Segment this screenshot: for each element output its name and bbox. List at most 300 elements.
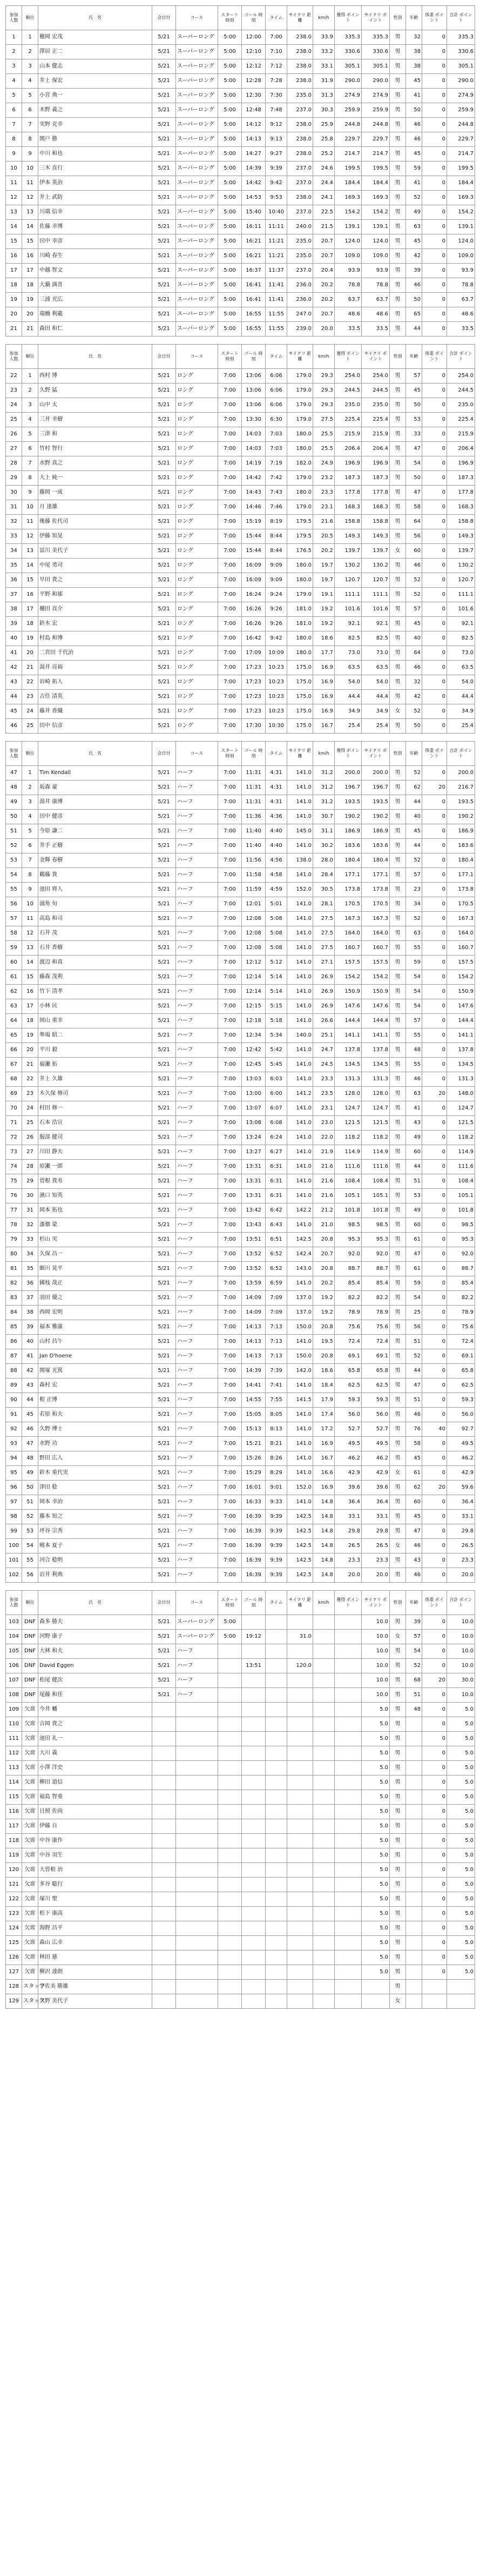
- table-row: [6, 103, 475, 118]
- cell-course: ハーフ: [176, 1262, 218, 1276]
- cell-earned-points: 254.0: [335, 369, 362, 384]
- cell-rank: 18: [22, 617, 38, 631]
- cell-participant-count: 84: [6, 1306, 22, 1320]
- cell-earned-points: 177.1: [335, 868, 362, 883]
- cell-goal-time: 11:31: [242, 795, 266, 810]
- cell-course: ハーフ: [176, 883, 218, 897]
- cell-distance: 179.0: [287, 471, 313, 486]
- cell-start-time: 5:00: [218, 322, 242, 337]
- cell-age: 64: [406, 515, 422, 529]
- cell-earned-points: 62.5: [335, 1378, 362, 1393]
- cell-goal-time: 14:41: [242, 1378, 266, 1393]
- cell-participant-count: 79: [6, 1233, 22, 1247]
- cell-total-points: 187.3: [447, 471, 475, 486]
- cell-elapsed-time: 10:23: [266, 675, 287, 690]
- cell-distance: 180.0: [287, 559, 313, 573]
- cell-earned-points: [335, 1878, 362, 1892]
- cell-weight-points: 0: [422, 1936, 447, 1951]
- cell-participant-count: 54: [6, 868, 22, 883]
- cell-start-time: 7:00: [218, 529, 242, 544]
- cell-participant-count: 37: [6, 588, 22, 602]
- cell-weight-points: 0: [422, 471, 447, 486]
- cell-elapsed-time: 6:06: [266, 369, 287, 384]
- cell-speed: 28.4: [313, 868, 335, 883]
- cell-participant-count: 105: [6, 1644, 22, 1659]
- cell-gender: 男: [390, 1320, 406, 1335]
- cell-cycling-points: 10.0: [362, 1644, 390, 1659]
- cell-rank: 42: [22, 1364, 38, 1378]
- cell-weight-points: 0: [422, 45, 447, 59]
- cell-start-time: [218, 1673, 242, 1688]
- cell-participant-count: 20: [6, 307, 22, 322]
- cell-elapsed-time: 6:43: [266, 1218, 287, 1233]
- cell-rank: 7: [22, 118, 38, 132]
- table-row: [6, 1673, 475, 1688]
- cell-course: ハーフ: [176, 897, 218, 912]
- cell-rank: 54: [22, 1539, 38, 1553]
- cell-course: ロング: [176, 559, 218, 573]
- cell-start-time: [218, 1863, 242, 1878]
- cell-name: 平野 和郁: [38, 588, 152, 602]
- cell-name: 湯井 康博: [38, 795, 152, 810]
- cell-start-time: 7:00: [218, 515, 242, 529]
- cell-name: 根 正博: [38, 1393, 152, 1408]
- cell-weight-points: 0: [422, 30, 447, 45]
- cell-total-points: 10.0: [447, 1688, 475, 1703]
- cell-date: 5/21: [152, 427, 176, 442]
- results-table: [5, 344, 475, 734]
- cell-start-time: 7:00: [218, 1058, 242, 1072]
- cell-course: ハーフ: [176, 1087, 218, 1101]
- cell-start-time: 7:00: [218, 999, 242, 1014]
- cell-start-time: 7:00: [218, 1510, 242, 1524]
- cell-total-points: 78.8: [447, 278, 475, 293]
- cell-total-points: 216.7: [447, 781, 475, 795]
- cell-elapsed-time: 7:13: [266, 1320, 287, 1335]
- cell-name: 実野 克幸: [38, 118, 152, 132]
- cell-speed: 20.8: [313, 1349, 335, 1364]
- cell-course: [176, 1761, 218, 1775]
- cell-rank: 欠席: [22, 1761, 38, 1775]
- cell-goal-time: [242, 1673, 266, 1688]
- cell-distance: 238.0: [287, 147, 313, 162]
- cell-course: ロング: [176, 515, 218, 529]
- column-header-name: 氏 名: [38, 742, 152, 766]
- cell-name: 福島 智重: [38, 1790, 152, 1805]
- cell-start-time: [218, 1819, 242, 1834]
- cell-total-points: 131.3: [447, 1072, 475, 1087]
- cell-rank: 欠席: [22, 1790, 38, 1805]
- cell-goal-time: 13:51: [242, 1233, 266, 1247]
- cell-weight-points: 0: [422, 1145, 447, 1160]
- cell-name: 木野 義之: [38, 103, 152, 118]
- cell-name: 河合 稔明: [38, 1553, 152, 1568]
- cell-total-points: 200.0: [447, 766, 475, 781]
- cell-elapsed-time: 6:08: [266, 1116, 287, 1131]
- cell-goal-time: 14:09: [242, 1306, 266, 1320]
- cell-gender: 男: [390, 1145, 406, 1160]
- cell-distance: 235.0: [287, 89, 313, 103]
- cell-distance: 142.5: [287, 1553, 313, 1568]
- cell-elapsed-time: [266, 1775, 287, 1790]
- cell-name: 川端 信幸: [38, 205, 152, 220]
- cell-rank: 43: [22, 1378, 38, 1393]
- cell-rank: 23: [22, 690, 38, 704]
- cell-date: 5/21: [152, 442, 176, 456]
- cell-elapsed-time: 4:31: [266, 781, 287, 795]
- cell-goal-time: 15:40: [242, 205, 266, 220]
- cell-name: 鈴木 宏: [38, 617, 152, 631]
- cell-start-time: 7:00: [218, 1160, 242, 1174]
- cell-speed: [313, 1834, 335, 1848]
- cell-weight-points: 0: [422, 824, 447, 839]
- cell-total-points: 65.8: [447, 1364, 475, 1378]
- cell-name: 井上 久雄: [38, 1072, 152, 1087]
- cell-speed: 19.2: [313, 602, 335, 617]
- cell-earned-points: 118.2: [335, 1131, 362, 1145]
- cell-weight-points: 0: [422, 529, 447, 544]
- cell-speed: 26.9: [313, 985, 335, 999]
- cell-weight-points: 0: [422, 1378, 447, 1393]
- table-row: [6, 1101, 475, 1116]
- cell-rank: 27: [22, 1145, 38, 1160]
- results-table: [5, 741, 475, 1583]
- cell-gender: 男: [390, 588, 406, 602]
- cell-goal-time: 17:09: [242, 646, 266, 661]
- cell-age: 44: [406, 322, 422, 337]
- cell-rank: 36: [22, 1276, 38, 1291]
- cell-participant-count: 60: [6, 956, 22, 970]
- cell-participant-count: 126: [6, 1951, 22, 1965]
- cell-goal-time: [242, 1703, 266, 1717]
- cell-earned-points: 173.8: [335, 883, 362, 897]
- cell-speed: 31.9: [313, 74, 335, 89]
- cell-date: [152, 1732, 176, 1746]
- cell-rank: 11: [22, 176, 38, 191]
- cell-start-time: [218, 1951, 242, 1965]
- cell-course: ハーフ: [176, 1437, 218, 1451]
- cell-earned-points: 160.7: [335, 941, 362, 956]
- table-row: [6, 810, 475, 824]
- cell-cycling-points: 335.3: [362, 30, 390, 45]
- cell-course: ハーフ: [176, 999, 218, 1014]
- cell-rank: 2: [22, 384, 38, 398]
- cell-weight-points: 0: [422, 1306, 447, 1320]
- cell-goal-time: 11:58: [242, 868, 266, 883]
- cell-name: 岡本 拓也: [38, 1203, 152, 1218]
- cell-distance: 141.0: [287, 868, 313, 883]
- cell-speed: 27.1: [313, 956, 335, 970]
- cell-total-points: 170.5: [447, 897, 475, 912]
- cell-distance: 141.0: [287, 1218, 313, 1233]
- cell-date: 5/21: [152, 941, 176, 956]
- cell-elapsed-time: [266, 1644, 287, 1659]
- cell-course: ハーフ: [176, 1495, 218, 1510]
- table-row: [6, 1717, 475, 1732]
- cell-rank: 15: [22, 970, 38, 985]
- cell-name: 久保 昌一: [38, 1247, 152, 1262]
- cell-distance: 141.0: [287, 1437, 313, 1451]
- cell-age: 41: [406, 1101, 422, 1116]
- cell-distance: 179.0: [287, 588, 313, 602]
- cell-age: 45: [406, 1451, 422, 1466]
- table-row: [6, 384, 475, 398]
- cell-distance: 141.0: [287, 1043, 313, 1058]
- cell-start-time: 7:00: [218, 1291, 242, 1306]
- cell-goal-time: [242, 1965, 266, 1980]
- cell-speed: 26.9: [313, 999, 335, 1014]
- cell-name: 藤岡 一成: [38, 486, 152, 500]
- cell-earned-points: 108.4: [335, 1174, 362, 1189]
- cell-date: [152, 1892, 176, 1907]
- cell-start-time: [218, 1659, 242, 1673]
- cell-name: 漆畑 蒙: [38, 1218, 152, 1233]
- cell-goal-time: 13:31: [242, 1174, 266, 1189]
- cell-total-points: 26.5: [447, 1539, 475, 1553]
- cell-elapsed-time: 9:39: [266, 1568, 287, 1583]
- cell-distance: 141.0: [287, 766, 313, 781]
- cell-date: 5/21: [152, 1673, 176, 1688]
- cell-speed: [313, 1951, 335, 1965]
- cell-distance: 180.0: [287, 573, 313, 588]
- cell-earned-points: [335, 1688, 362, 1703]
- cell-age: 55: [406, 941, 422, 956]
- cell-gender: 男: [390, 1878, 406, 1892]
- cell-course: ハーフ: [176, 1233, 218, 1247]
- cell-age: 46: [406, 118, 422, 132]
- cell-name: 池田 将人: [38, 883, 152, 897]
- column-header-gender: 性別: [390, 6, 406, 30]
- cell-participant-count: 125: [6, 1936, 22, 1951]
- table-row: [6, 883, 475, 897]
- cell-total-points: 92.0: [447, 1247, 475, 1262]
- cell-date: 5/21: [152, 1481, 176, 1495]
- cell-gender: 男: [390, 176, 406, 191]
- cell-start-time: [218, 1965, 242, 1980]
- cell-age: 41: [406, 89, 422, 103]
- cell-age: 49: [406, 1131, 422, 1145]
- cell-gender: 男: [390, 766, 406, 781]
- column-header-name: 氏 名: [38, 1591, 152, 1615]
- cell-participant-count: 51: [6, 824, 22, 839]
- cell-course: ロング: [176, 369, 218, 384]
- cell-gender: 男: [390, 1276, 406, 1291]
- cell-participant-count: 78: [6, 1218, 22, 1233]
- cell-date: 5/21: [152, 631, 176, 646]
- cell-goal-time: 15:29: [242, 1466, 266, 1481]
- cell-total-points: 5.0: [447, 1921, 475, 1936]
- cell-elapsed-time: 9:13: [266, 132, 287, 147]
- cell-goal-time: [242, 1717, 266, 1732]
- cell-cycling-points: 121.5: [362, 1116, 390, 1131]
- cell-earned-points: 73.0: [335, 646, 362, 661]
- cell-cycling-points: 290.0: [362, 74, 390, 89]
- cell-participant-count: 39: [6, 617, 22, 631]
- table-row: [6, 1539, 475, 1553]
- cell-speed: 20.7: [313, 1247, 335, 1262]
- cell-name: 西岡 宏明: [38, 1306, 152, 1320]
- cell-weight-points: 0: [422, 384, 447, 398]
- cell-date: 5/21: [152, 500, 176, 515]
- cell-speed: 21.6: [313, 515, 335, 529]
- cell-course: ハーフ: [176, 1466, 218, 1481]
- cell-rank: 欠席: [22, 1848, 38, 1863]
- cell-age: [406, 1921, 422, 1936]
- cell-name: 竹下 清孝: [38, 985, 152, 999]
- cell-weight-points: 0: [422, 220, 447, 234]
- cell-name: 小林 民: [38, 999, 152, 1014]
- cell-goal-time: 14:03: [242, 427, 266, 442]
- cell-distance: [287, 1775, 313, 1790]
- cell-gender: 男: [390, 456, 406, 471]
- cell-speed: [313, 1994, 335, 2009]
- cell-speed: 21.6: [313, 1160, 335, 1174]
- table-row: [6, 234, 475, 249]
- cell-speed: 19.2: [313, 1306, 335, 1320]
- cell-age: 63: [406, 1087, 422, 1101]
- cell-rank: 2: [22, 781, 38, 795]
- cell-start-time: 7:00: [218, 1568, 242, 1583]
- cell-gender: 男: [390, 398, 406, 413]
- cell-distance: 142.5: [287, 1524, 313, 1539]
- cell-elapsed-time: 8:21: [266, 1437, 287, 1451]
- cell-distance: [287, 1892, 313, 1907]
- cell-course: スーパーロング: [176, 191, 218, 205]
- cell-weight-points: 0: [422, 293, 447, 307]
- cell-distance: 141.5: [287, 1393, 313, 1408]
- cell-gender: 男: [390, 1761, 406, 1775]
- column-header-goal-time: ゴール 時刻: [242, 6, 266, 30]
- cell-name: 石井 茂: [38, 926, 152, 941]
- cell-earned-points: 200.0: [335, 766, 362, 781]
- cell-age: 59: [406, 956, 422, 970]
- cell-course: ハーフ: [176, 1160, 218, 1174]
- cell-start-time: 7:00: [218, 1481, 242, 1495]
- cell-name: 大曽根 治: [38, 1863, 152, 1878]
- cell-cycling-points: 157.5: [362, 956, 390, 970]
- cell-goal-time: [242, 1892, 266, 1907]
- cell-earned-points: [335, 1921, 362, 1936]
- cell-participant-count: 111: [6, 1732, 22, 1746]
- cell-total-points: 124.0: [447, 234, 475, 249]
- column-header-participant-count: 参加 人数: [6, 6, 22, 30]
- cell-date: 5/21: [152, 74, 176, 89]
- column-header-date: 会日付: [152, 6, 176, 30]
- cell-total-points: 148.0: [447, 1087, 475, 1101]
- cell-elapsed-time: 9:24: [266, 588, 287, 602]
- cell-speed: 22.5: [313, 205, 335, 220]
- cell-earned-points: 124.0: [335, 234, 362, 249]
- cell-course: スーパーロング: [176, 1615, 218, 1630]
- cell-course: ハーフ: [176, 1101, 218, 1116]
- table-row: [6, 1233, 475, 1247]
- cell-distance: 141.0: [287, 1335, 313, 1349]
- cell-total-points: [447, 1980, 475, 1994]
- cell-date: 5/21: [152, 398, 176, 413]
- column-header-age: 年齢: [406, 6, 422, 30]
- cell-gender: 男: [390, 1834, 406, 1848]
- cell-date: 5/21: [152, 1247, 176, 1262]
- cell-date: 5/21: [152, 1364, 176, 1378]
- cell-date: 5/21: [152, 322, 176, 337]
- cell-earned-points: 26.5: [335, 1539, 362, 1553]
- cell-elapsed-time: [266, 1673, 287, 1688]
- cell-speed: [313, 1775, 335, 1790]
- cell-name: 久野 博士: [38, 1422, 152, 1437]
- cell-gender: 男: [390, 1688, 406, 1703]
- cell-date: 5/21: [152, 1408, 176, 1422]
- cell-cycling-points: 5.0: [362, 1921, 390, 1936]
- cell-date: 5/21: [152, 264, 176, 278]
- cell-earned-points: 75.6: [335, 1320, 362, 1335]
- cell-participant-count: 112: [6, 1746, 22, 1761]
- cell-speed: [313, 1790, 335, 1805]
- cell-participant-count: 109: [6, 1703, 22, 1717]
- table-row: [6, 1892, 475, 1907]
- cell-distance: 141.0: [287, 999, 313, 1014]
- cell-age: 52: [406, 588, 422, 602]
- cell-elapsed-time: 11:41: [266, 293, 287, 307]
- column-header-weight-points: 体重 ポイント: [422, 6, 447, 30]
- cell-speed: [313, 1673, 335, 1688]
- cell-total-points: 101.6: [447, 602, 475, 617]
- cell-elapsed-time: 5:15: [266, 999, 287, 1014]
- cell-cycling-points: 305.1: [362, 59, 390, 74]
- cell-start-time: 5:00: [218, 74, 242, 89]
- cell-rank: 10: [22, 162, 38, 176]
- cell-date: [152, 1965, 176, 1980]
- table-row: [6, 427, 475, 442]
- cell-elapsed-time: 5:08: [266, 926, 287, 941]
- table-row: [6, 1630, 475, 1644]
- cell-start-time: 7:00: [218, 617, 242, 631]
- cell-speed: 19.5: [313, 1335, 335, 1349]
- cell-start-time: 7:00: [218, 839, 242, 853]
- cell-course: ハーフ: [176, 1688, 218, 1703]
- cell-cycling-points: 186.9: [362, 824, 390, 839]
- cell-course: ハーフ: [176, 1174, 218, 1189]
- cell-participant-count: 24: [6, 398, 22, 413]
- cell-name: 中川 和也: [38, 147, 152, 162]
- cell-rank: 13: [22, 941, 38, 956]
- column-header-start-time: スタート 時刻: [218, 742, 242, 766]
- cell-rank: 21: [22, 1058, 38, 1072]
- cell-goal-time: [242, 1980, 266, 1994]
- cell-start-time: 7:00: [218, 456, 242, 471]
- cell-speed: 29.3: [313, 384, 335, 398]
- cell-name: 海野 昌平: [38, 1921, 152, 1936]
- table-row: [6, 307, 475, 322]
- cell-goal-time: 13:00: [242, 1087, 266, 1101]
- cell-distance: 175.0: [287, 719, 313, 734]
- cell-name: 中谷 羽生: [38, 1848, 152, 1863]
- cell-cycling-points: 5.0: [362, 1848, 390, 1863]
- cell-age: 52: [406, 191, 422, 205]
- cell-date: 5/21: [152, 1630, 176, 1644]
- cell-start-time: 7:00: [218, 1378, 242, 1393]
- cell-gender: 男: [390, 1746, 406, 1761]
- cell-total-points: 10.0: [447, 1659, 475, 1673]
- table-row: [6, 1087, 475, 1101]
- cell-gender: 男: [390, 1174, 406, 1189]
- cell-name: 福瀬 拓: [38, 1058, 152, 1072]
- cell-total-points: 169.3: [447, 191, 475, 205]
- cell-cycling-points: 44.4: [362, 690, 390, 704]
- cell-total-points: 244.8: [447, 118, 475, 132]
- cell-age: 57: [406, 602, 422, 617]
- cell-earned-points: 196.7: [335, 781, 362, 795]
- cell-weight-points: 0: [422, 1510, 447, 1524]
